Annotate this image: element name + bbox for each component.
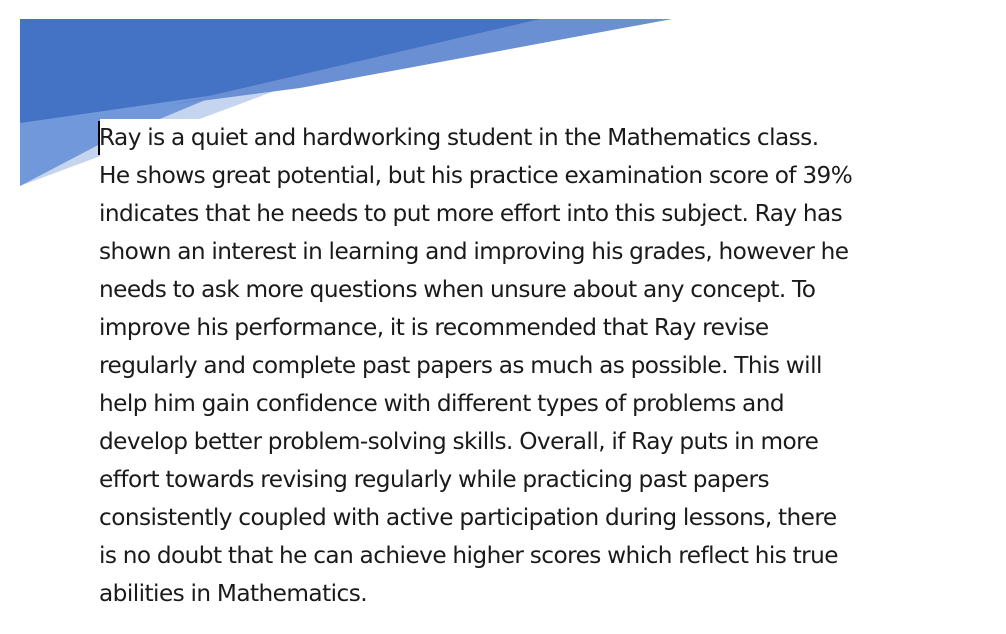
report-comment-paragraph: Ray is a quiet and hardworking student in the Mathematics class. He shows great potential, but his practice examination score of 39% indicates that he needs to put more effort into this subject. Ray has shown an interest in learning and improving his grades, however he needs to ask more questions when unsure about any concept. To improve his performance, it is recommended that Ray revise regularly and complete past papers as much as possible. This will help him gain confidence with different types of problems and develop better problem-solving skills. Overall, if Ray puts in more effort towards revising regularly while practicing past papers consistently coupled with active participation during lessons, there is no doubt that he can achieve higher scores which reflect his true abilities in Mathematics. [99,124,853,607]
